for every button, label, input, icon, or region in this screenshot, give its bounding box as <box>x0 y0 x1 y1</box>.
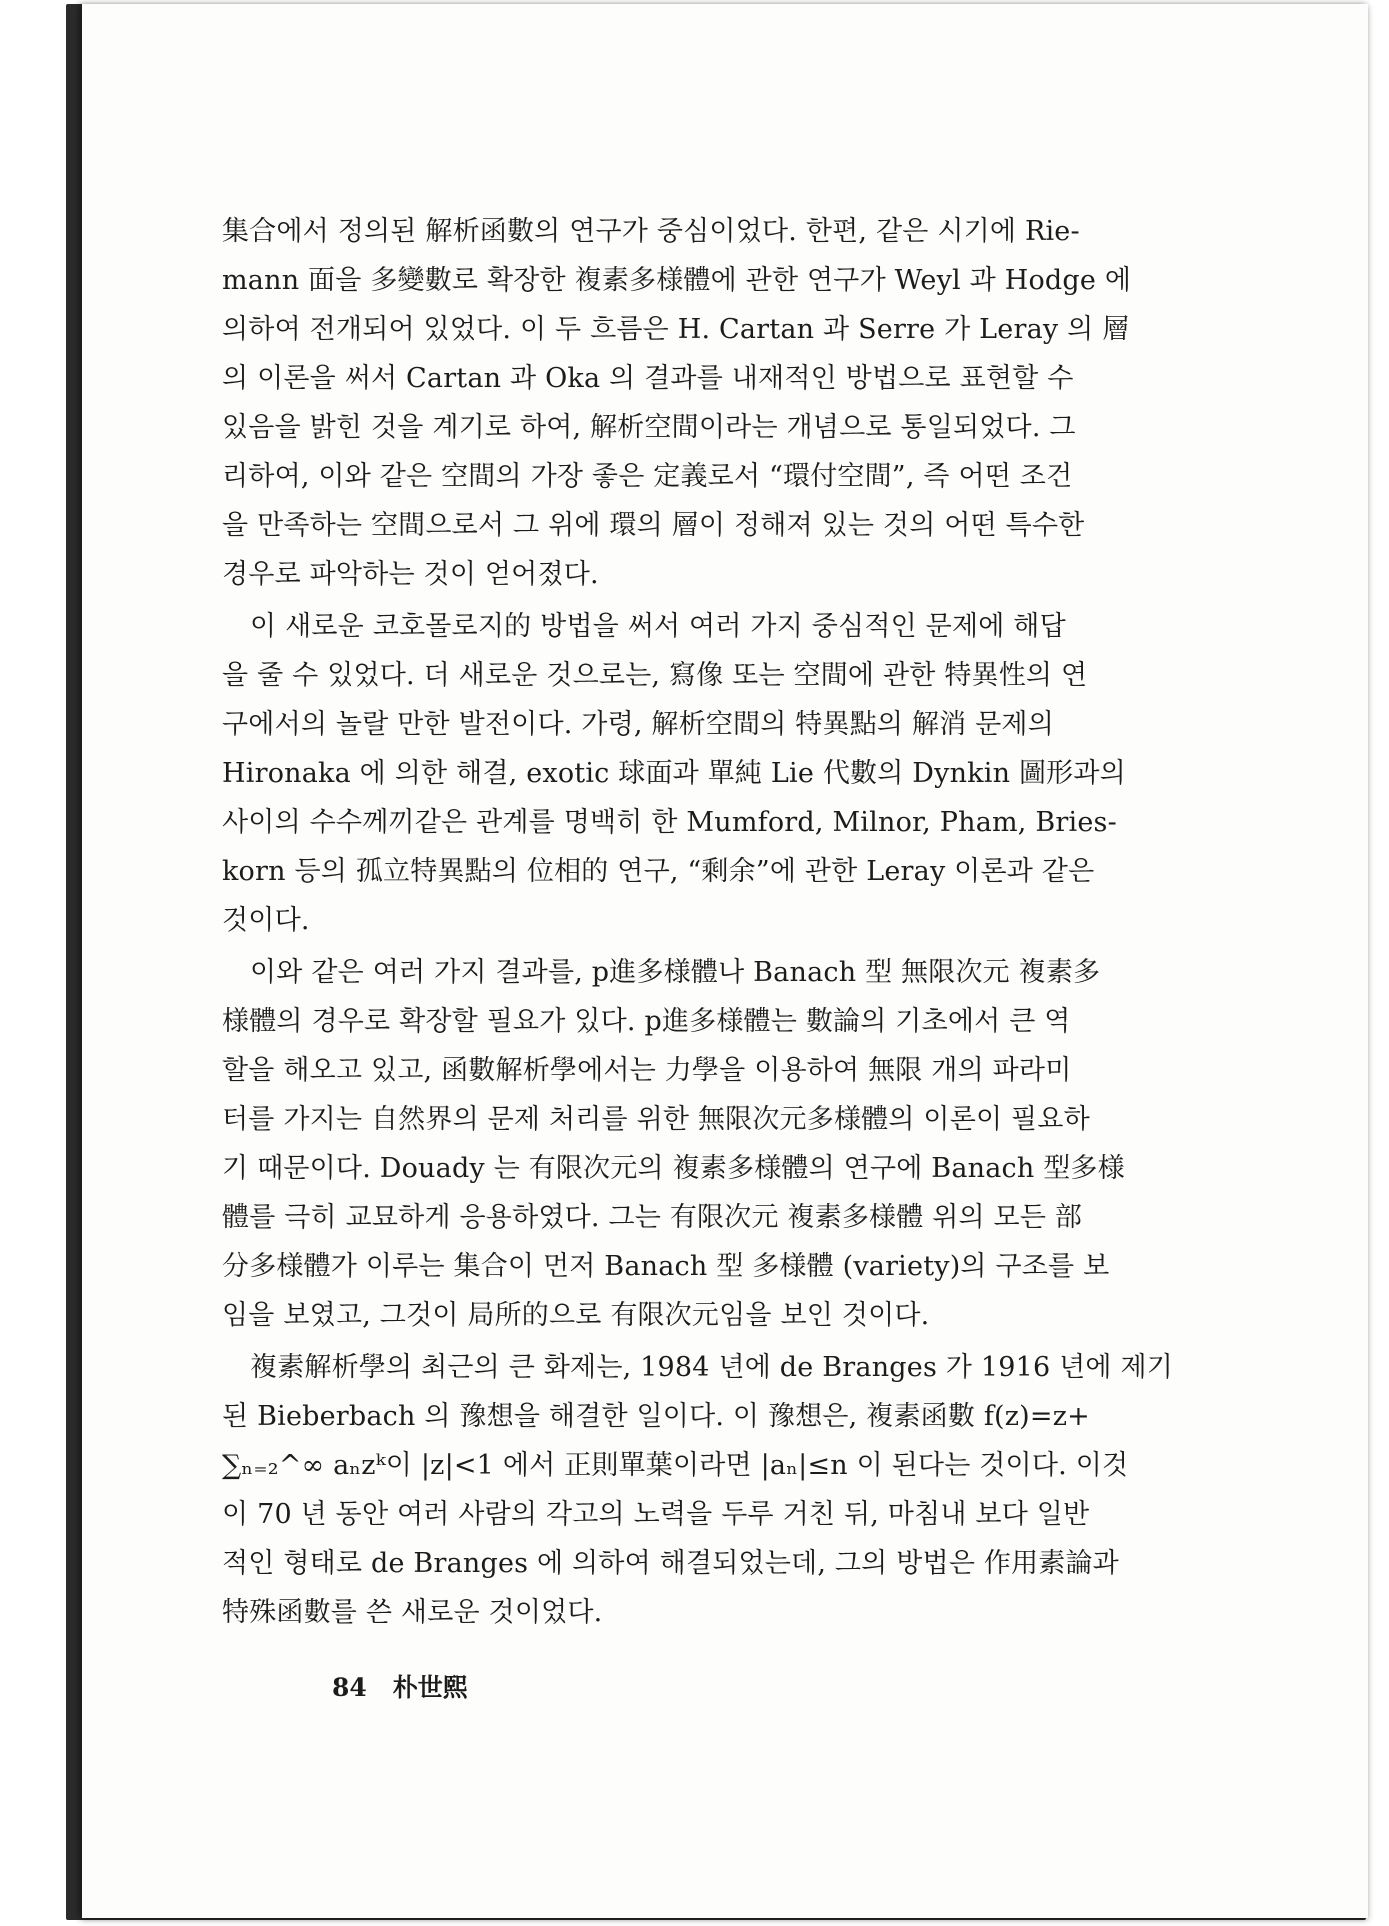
text-line: 의 이론을 써서 Cartan 과 Oka 의 결과를 내재적인 방법으로 표현할 수 <box>222 363 1074 394</box>
text-line: 을 줄 수 있었다. 더 새로운 것으로는, 寫像 또는 空間에 관한 特異性의 연 <box>222 660 1088 691</box>
text-line: 구에서의 놀랄 만한 발전이다. 가령, 解析空間의 特異點의 解消 문제의 <box>222 709 1054 740</box>
text-line: 임을 보였고, 그것이 局所的으로 有限次元임을 보인 것이다. <box>222 1300 930 1331</box>
text-line: 터를 가지는 自然界의 문제 처리를 위한 無限次元多様體의 이론이 필요하 <box>222 1104 1090 1135</box>
text-line: 複素解析學의 최근의 큰 화제는, 1984 년에 de Branges 가 1916 년에 제기 <box>250 1352 1174 1383</box>
text-line: mann 面을 多變數로 확장한 複素多様體에 관한 연구가 Weyl 과 Hodge 에 <box>222 265 1132 296</box>
text-line: 적인 형태로 de Branges 에 의하여 해결되었는데, 그의 방법은 作用素論과 <box>222 1548 1119 1579</box>
text-line: 경우로 파악하는 것이 얻어졌다. <box>222 559 599 590</box>
text-line: Hironaka 에 의한 해결, exotic 球面과 單純 Lie 代數의 Dynkin 圖形과의 <box>222 758 1126 789</box>
text-line: 을 만족하는 空間으로서 그 위에 環의 層이 정해져 있는 것의 어떤 특수한 <box>222 510 1085 541</box>
text-line: 기 때문이다. Douady 는 有限次元의 複素多様體의 연구에 Banach 型多様 <box>222 1153 1125 1184</box>
text-line: 特殊函數를 쓴 새로운 것이었다. <box>222 1597 603 1628</box>
text-line: 있음을 밝힌 것을 계기로 하여, 解析空間이라는 개념으로 통일되었다. 그 <box>222 412 1076 443</box>
text-line: 集合에서 정의된 解析函數의 연구가 중심이었다. 한편, 같은 시기에 Rie- <box>222 216 1080 247</box>
text-line: 할을 해오고 있고, 函數解析學에서는 力學을 이용하여 無限 개의 파라미 <box>222 1055 1072 1086</box>
page-number: 84 <box>332 1673 367 1702</box>
text-line: 것이다. <box>222 905 310 936</box>
page-footer <box>332 1668 468 1704</box>
text-line: 리하여, 이와 같은 空間의 가장 좋은 定義로서 “環付空間”, 즉 어떤 조건 <box>222 461 1073 492</box>
author-name: 朴世熙 <box>392 1673 468 1702</box>
text-line: 된 Bieberbach 의 豫想을 해결한 일이다. 이 豫想은, 複素函數 f(z)=z+ <box>222 1401 1090 1432</box>
text-line: 様體의 경우로 확장할 필요가 있다. p進多様體는 數論의 기초에서 큰 역 <box>222 1006 1071 1037</box>
text-line: ∑ₙ₌₂^∞ aₙzᵏ이 |z|<1 에서 正則單葉이라면 |aₙ|≤n 이 된다는 것이다. 이것 <box>222 1450 1129 1481</box>
text-line: 分多様體가 이루는 集合이 먼저 Banach 型 多様體 (variety)의 구조를 보 <box>222 1251 1110 1282</box>
text-line: 體를 극히 교묘하게 응용하였다. 그는 有限次元 複素多様體 위의 모든 部 <box>222 1202 1083 1233</box>
text-line: 사이의 수수께끼같은 관계를 명백히 한 Mumford, Milnor, Pham, Bries- <box>222 807 1117 838</box>
text-line: 이 새로운 코호몰로지的 방법을 써서 여러 가지 중심적인 문제에 해답 <box>250 611 1066 642</box>
text-line: korn 등의 孤立特異點의 位相的 연구, “剩余”에 관한 Leray 이론과 같은 <box>222 856 1095 887</box>
text-line: 이와 같은 여러 가지 결과를, p進多様體나 Banach 型 無限次元 複素多 <box>250 957 1101 988</box>
text-line: 의하여 전개되어 있었다. 이 두 흐름은 H. Cartan 과 Serre 가 Leray 의 層 <box>222 314 1130 345</box>
text-line: 이 70 년 동안 여러 사람의 각고의 노력을 두루 거친 뒤, 마침내 보다 일반 <box>222 1499 1090 1530</box>
